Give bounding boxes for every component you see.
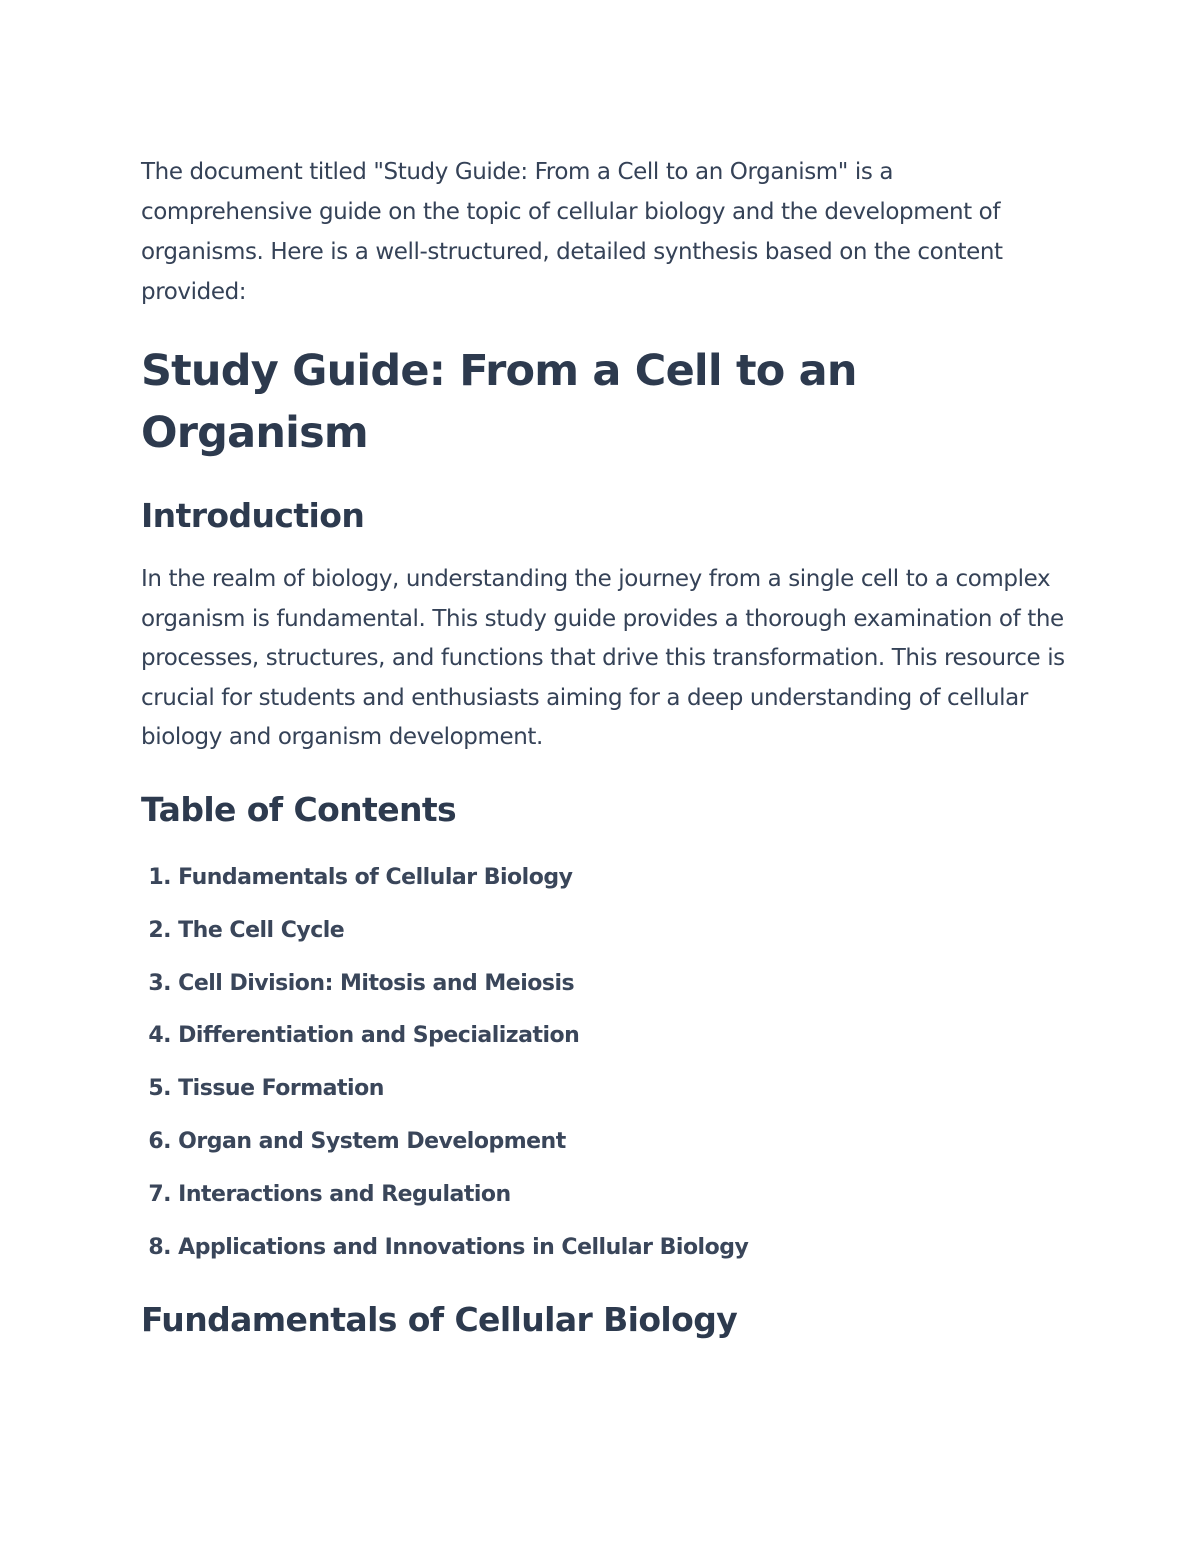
toc-item-number: 2. — [148, 917, 171, 943]
toc-item-number: 4. — [148, 1023, 171, 1049]
toc-item-label: Applications and Innovations in Cellular Biology — [178, 1234, 749, 1260]
toc-heading: Table of Contents — [141, 789, 457, 829]
toc-item-number: 1. — [148, 864, 171, 890]
toc-item-label: Tissue Formation — [178, 1076, 384, 1102]
toc-item-number: 7. — [148, 1181, 171, 1207]
toc-list — [141, 852, 1071, 1274]
toc-item-label: Fundamentals of Cellular Biology — [178, 864, 573, 890]
toc-item-label: The Cell Cycle — [178, 917, 345, 943]
toc-item-number: 6. — [148, 1128, 171, 1154]
fundamentals-heading: Fundamentals of Cellular Biology — [141, 1300, 738, 1340]
toc-item-2 — [141, 905, 1071, 958]
toc-item-4 — [141, 1010, 1071, 1063]
toc-item-label: Organ and System Development — [178, 1128, 566, 1154]
document-page — [141, 152, 1071, 1342]
toc-item-5 — [141, 1063, 1071, 1116]
toc-item-1 — [141, 852, 1071, 905]
toc-item-label: Interactions and Regulation — [178, 1181, 511, 1207]
toc-item-8 — [141, 1222, 1071, 1275]
toc-item-3 — [141, 958, 1071, 1011]
toc-item-6 — [141, 1116, 1071, 1169]
introduction-body: In the realm of biology, understanding the journey from a single cell to a complex organism is fundamental. This study guide provides a thorough examination of the processes, structures, and functions that drive this transformation. This resource is crucial for students and enthusiasts aiming for a deep understanding of cellular biology and organism development. — [141, 566, 1065, 751]
toc-item-label: Differentiation and Specialization — [178, 1023, 580, 1049]
intro-paragraph: The document titled "Study Guide: From a Cell to an Organism" is a comprehensive guide on the topic of cellular biology and the development of organisms. Here is a well-structured, detailed synthesis based on the content provided: — [141, 159, 1003, 305]
toc-item-number: 8. — [148, 1234, 171, 1260]
toc-item-number: 3. — [148, 970, 171, 996]
document-title: Study Guide: From a Cell to an Organism — [141, 346, 857, 458]
toc-item-7 — [141, 1169, 1071, 1222]
toc-item-label: Cell Division: Mitosis and Meiosis — [178, 970, 575, 996]
introduction-heading: Introduction — [141, 496, 365, 535]
toc-item-number: 5. — [148, 1076, 171, 1102]
